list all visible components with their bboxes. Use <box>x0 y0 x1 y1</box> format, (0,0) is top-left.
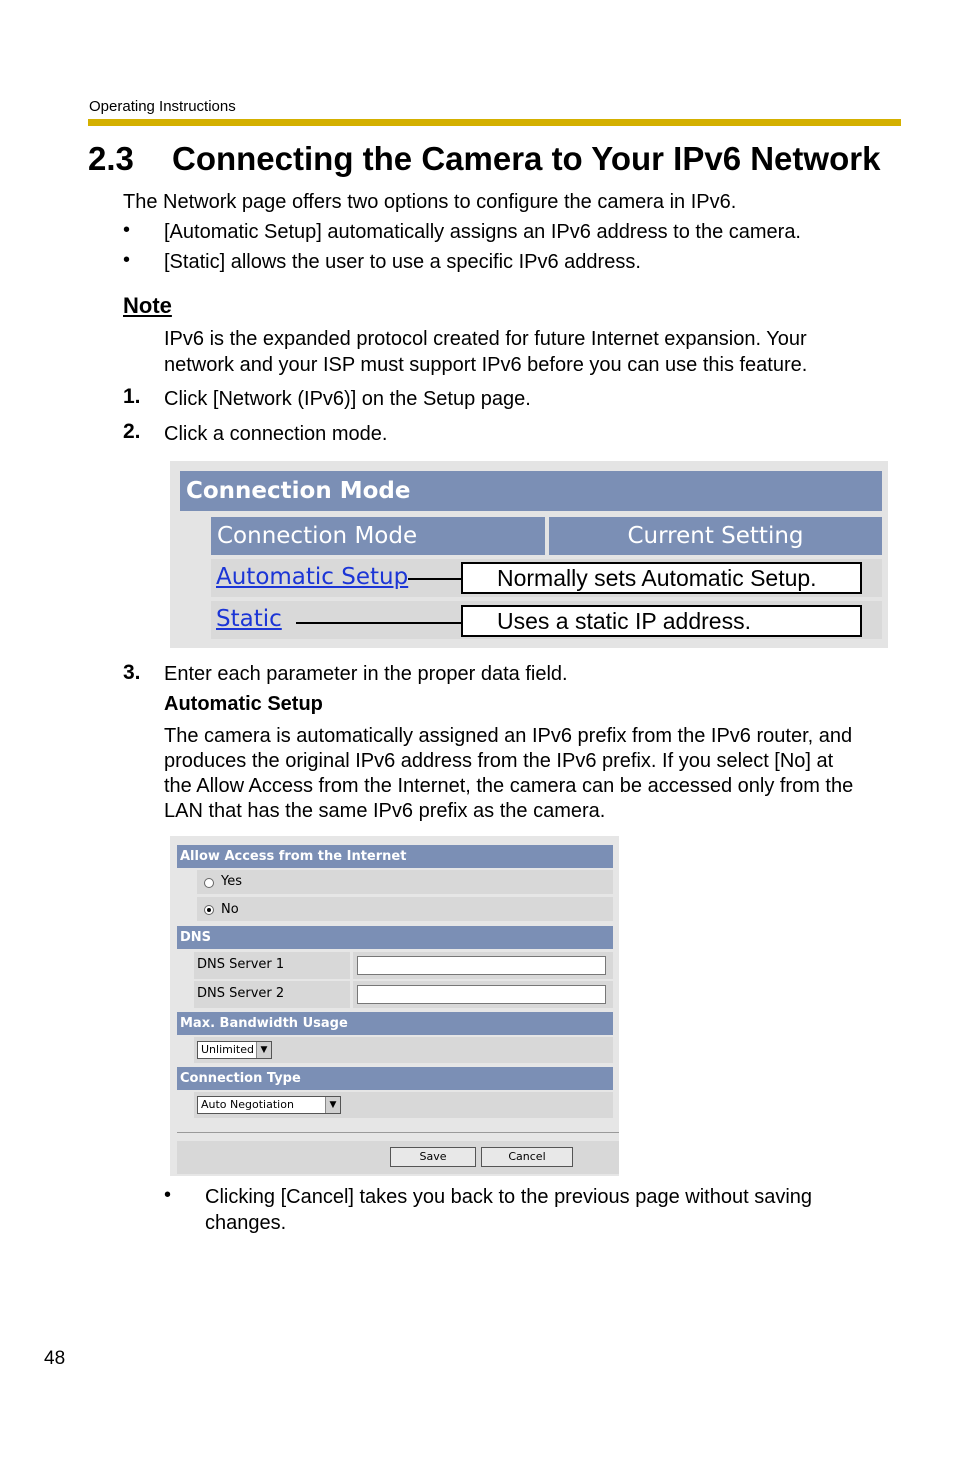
dns-server-1-input[interactable] <box>357 956 606 975</box>
option-row-yes <box>197 870 613 894</box>
page-number: 48 <box>44 1348 66 1369</box>
bullet-marker: • <box>123 249 131 271</box>
section-bar-dns: DNS <box>177 926 613 949</box>
automatic-setup-heading: Automatic Setup <box>164 693 323 715</box>
dns-server-2-input[interactable] <box>357 985 606 1004</box>
note-line-2: network and your ISP must support IPv6 before you can use this feature. <box>164 354 808 376</box>
callout-leader-line <box>408 578 462 580</box>
callout-static: Uses a static IP address. <box>461 605 862 637</box>
column-header-connection-mode: Connection Mode <box>211 517 545 555</box>
step-1-number: 1. <box>123 385 141 408</box>
step-2-text: Click a connection mode. <box>164 423 388 445</box>
no-radio[interactable] <box>204 905 214 915</box>
automatic-setup-line-2: produces the original IPv6 address from the IPv6 prefix. If you select [No] at <box>164 750 834 772</box>
bullet-marker: • <box>123 219 131 241</box>
yes-radio[interactable] <box>204 878 214 888</box>
header-rule <box>88 119 901 126</box>
dns-server-2-label: DNS Server 2 <box>197 986 285 1001</box>
bandwidth-select[interactable] <box>197 1041 272 1059</box>
bullet-marker: • <box>164 1184 172 1206</box>
option-row-no <box>197 897 613 921</box>
automatic-setup-line-3: the Allow Access from the Internet, the camera can be accessed only from the <box>164 775 854 797</box>
step-1-text: Click [Network (IPv6)] on the Setup page. <box>164 388 531 410</box>
callout-leader-line <box>296 622 462 624</box>
static-link[interactable]: Static <box>216 606 282 632</box>
cancel-note-line-1: Clicking [Cancel] takes you back to the previous page without saving <box>205 1186 813 1208</box>
note-heading: Note <box>123 293 172 318</box>
bandwidth-select-value: Unlimited <box>201 1043 254 1056</box>
no-label: No <box>221 902 239 917</box>
section-title <box>88 140 880 178</box>
note-line-1: IPv6 is the expanded protocol created for future Internet expansion. Your <box>164 328 807 350</box>
yes-label: Yes <box>221 874 242 889</box>
form-divider <box>177 1132 619 1133</box>
automatic-setup-line-1: The camera is automatically assigned an IPv6 prefix from the IPv6 router, and <box>164 725 853 747</box>
dropdown-arrow-icon[interactable]: ▼ <box>325 1097 340 1113</box>
dropdown-arrow-icon[interactable]: ▼ <box>256 1042 271 1058</box>
automatic-setup-link[interactable]: Automatic Setup <box>216 564 409 590</box>
connection-mode-title-bar: Connection Mode <box>180 471 882 511</box>
cancel-button[interactable]: Cancel <box>481 1147 573 1167</box>
column-header-current-setting: Current Setting <box>549 517 882 555</box>
step-3-text: Enter each parameter in the proper data field. <box>164 663 568 685</box>
connection-type-select-value: Auto Negotiation <box>201 1098 294 1111</box>
save-button[interactable]: Save <box>390 1147 476 1167</box>
callout-automatic-setup: Normally sets Automatic Setup. <box>461 562 862 594</box>
ipv6-settings-form <box>170 836 619 1176</box>
section-bar-allow-access: Allow Access from the Internet <box>177 845 613 868</box>
dns-server-1-label: DNS Server 1 <box>197 957 285 972</box>
bullet-static: [Static] allows the user to use a specific IPv6 address. <box>164 251 641 273</box>
connection-type-select[interactable] <box>197 1096 341 1114</box>
cancel-note-line-2: changes. <box>205 1212 287 1234</box>
section-title-text: Connecting the Camera to Your IPv6 Network <box>172 140 881 177</box>
automatic-setup-line-4: LAN that has the same IPv6 prefix as the camera. <box>164 800 606 822</box>
step-2-number: 2. <box>123 420 141 443</box>
running-header: Operating Instructions <box>89 98 236 115</box>
bullet-automatic-setup: [Automatic Setup] automatically assigns an IPv6 address to the camera. <box>164 221 801 243</box>
intro-paragraph: The Network page offers two options to configure the camera in IPv6. <box>123 191 737 213</box>
section-bar-bandwidth: Max. Bandwidth Usage <box>177 1012 613 1035</box>
section-number: 2.3 <box>88 140 134 177</box>
step-3-number: 3. <box>123 661 141 684</box>
connection-mode-panel <box>170 461 888 648</box>
section-bar-connection-type: Connection Type <box>177 1067 613 1090</box>
